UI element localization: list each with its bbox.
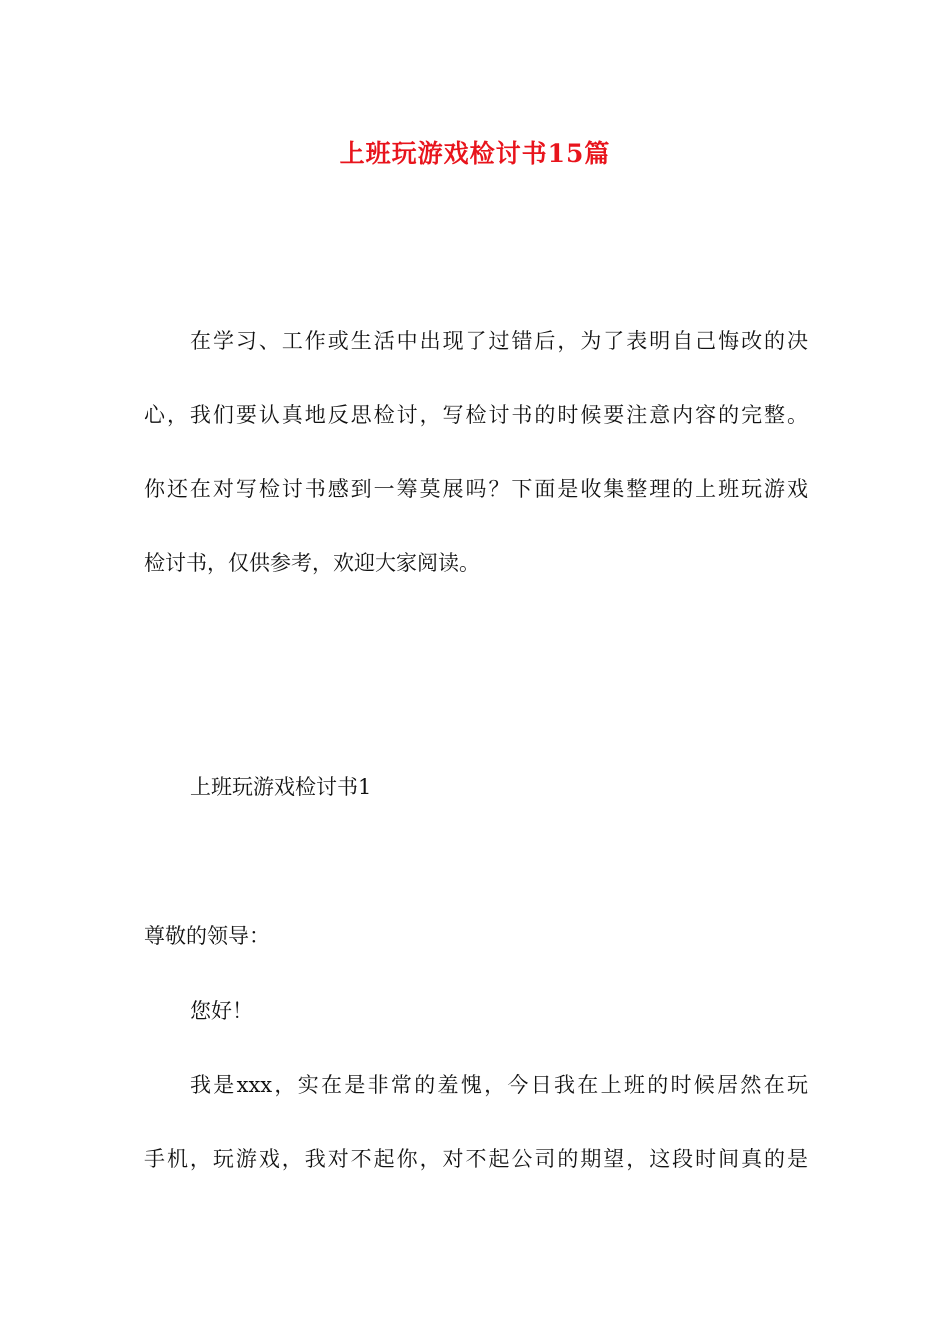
intro-line-2: 心，我们要认真地反思检讨，写检讨书的时候要注意内容的完整。 [144, 403, 808, 427]
section-heading: 上班玩游戏检讨书1 [190, 775, 372, 799]
intro-line-1: 在学习、工作或生活中出现了过错后，为了表明自己悔改的决 [190, 329, 808, 353]
body-line-1: 我是xxx，实在是非常的羞愧，今日我在上班的时候居然在玩 [190, 1073, 808, 1097]
body-line-2: 手机，玩游戏，我对不起你，对不起公司的期望，这段时间真的是 [144, 1147, 808, 1171]
document-title: 上班玩游戏检讨书15篇 [339, 139, 611, 168]
salutation: 尊敬的领导： [144, 924, 270, 948]
intro-line-3: 你还在对写检讨书感到一筹莫展吗？下面是收集整理的上班玩游戏 [144, 477, 808, 501]
intro-line-4: 检讨书，仅供参考，欢迎大家阅读。 [144, 551, 480, 575]
greeting: 您好！ [190, 999, 253, 1023]
